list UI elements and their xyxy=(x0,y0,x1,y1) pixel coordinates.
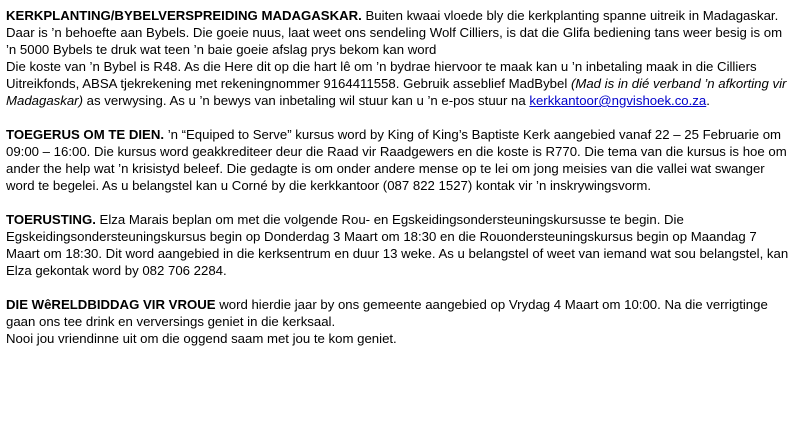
biddag-heading: DIE WêRELDBIDDAG VIR VROUE xyxy=(6,297,216,312)
madagaskar-heading: KERKPLANTING/BYBELVERSPREIDING MADAGASKAR. xyxy=(6,8,362,23)
madagaskar-text-2b: as verwysing. As u ’n bewys van inbetaling wil stuur kan u ’n e-pos stuur na xyxy=(82,93,530,108)
biddag-paragraph xyxy=(6,296,794,330)
toegerus-text: ’n “Equiped to Serve” kursus word by King of King’s Baptiste Kerk aangebied vanaf 22 – 25 Februarie om 09:00 – 16:00. Die kursus word geakkrediteer deur die Raad vir Raadgewers en die koste is R770. Die tema van die kursus is hoe om ander the help wat ’n krisistyd beleef. Die gedagte is om onder andere mense op te lei om jong meisies van die vallei wat swanger word te begelei. As u belangstel kan u Corné by die kerkkantoor (087 822 1527) kontak vir ’n inskrywingsvorm. xyxy=(6,127,787,193)
toerusting-heading: TOERUSTING. xyxy=(6,212,96,227)
madagaskar-text-end: . xyxy=(706,93,710,108)
madagaskar-italic-note: (Mad is in dié verband ’n afkorting vir Madagaskar) xyxy=(6,76,787,108)
toerusting-text: Elza Marais beplan om met die volgende Rou- en Egskeidingsondersteuningskursusse te begin. Die Egskeidingsondersteuningskursus begin op Donderdag 3 Maart om 18:30 en die Rouondersteuningskursus begin op Maandag 7 Maart om 18:30. Dit word aangebied in die kerksentrum en duur 13 weke. As u belangstel of weet van iemand wat sou belangstel, kan Elza gekontak word by 082 706 2284. xyxy=(6,212,789,278)
spacer xyxy=(6,279,794,296)
toegerus-paragraph xyxy=(6,126,794,194)
biddag-text: word hierdie jaar by ons gemeente aangebied op Vrydag 4 Maart om 10:00. Na die verrigtinge gaan ons tee drink en verversings geniet in die kerksaal. xyxy=(6,297,768,329)
biddag-invite-line: Nooi jou vriendinne uit om die oggend saam met jou te kom geniet. xyxy=(6,331,397,346)
madagaskar-text-2a: Die koste van ’n Bybel is R48. As die Here dit op die hart lê om ’n bydrae hiervoor te maak kan u ’n inbetaling maak in die Cilliers Uitreikfonds, ABSA tjekrekening met rekeningnommer 9164411558. Gebruik asseblief MadBybel xyxy=(6,59,757,91)
madagaskar-paragraph-2 xyxy=(6,58,794,109)
announcements-document xyxy=(6,7,794,347)
email-link[interactable]: kerkkantoor@ngvishoek.co.za xyxy=(529,93,707,108)
toerusting-paragraph xyxy=(6,211,794,279)
spacer xyxy=(6,194,794,211)
madagaskar-paragraph-1 xyxy=(6,7,794,58)
toegerus-heading: TOEGERUS OM TE DIEN. xyxy=(6,127,165,142)
spacer xyxy=(6,109,794,126)
madagaskar-text-1: Buiten kwaai vloede bly die kerkplanting spanne uitreik in Madagaskar. Daar is ’n behoefte aan Bybels. Die goeie nuus, laat weet ons sendeling Wolf Cilliers, is dat die Glifa bediening tans weer besig is om ’n 5000 Bybels te druk wat teen ’n baie goeie afslag prys bekom kan word xyxy=(6,8,783,57)
